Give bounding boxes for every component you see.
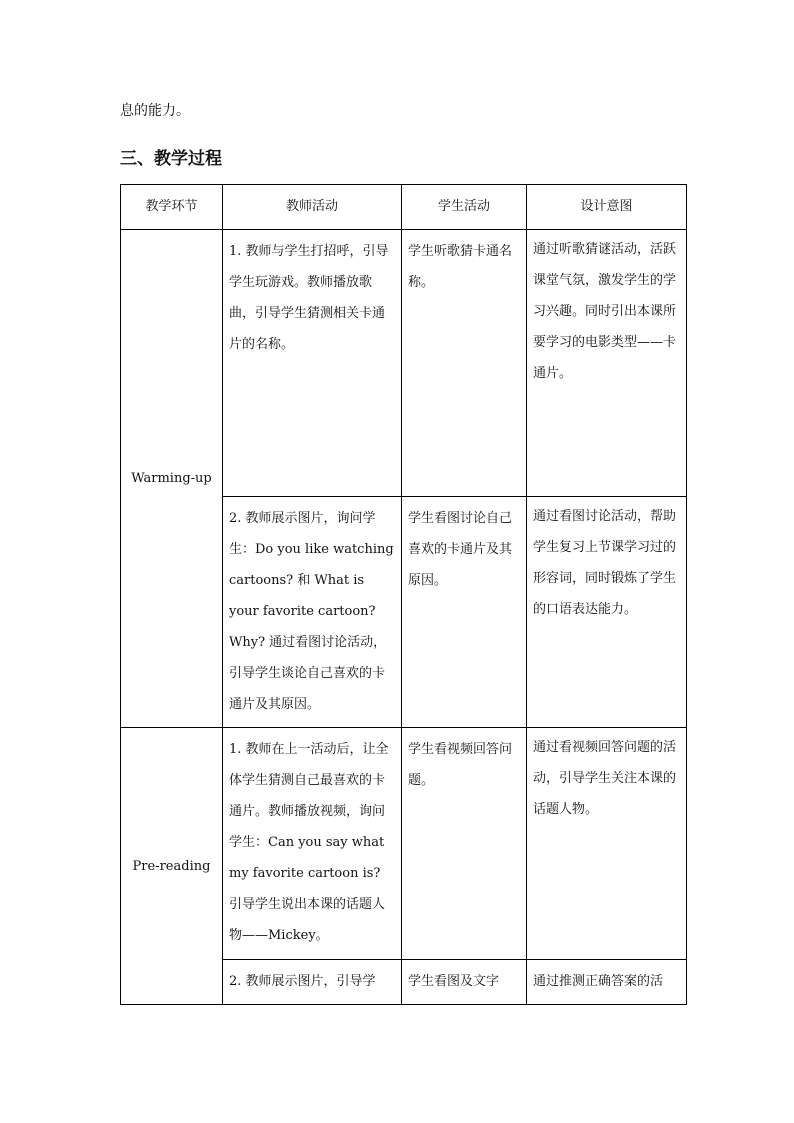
- teacher-activity: 1. 教师在上一活动后，让全体学生猜测自己最喜欢的卡通片。教师播放视频，询问学生：Can you say what my favorite cartoon is? 引导学生说出本课的话题人物——Mickey。: [223, 728, 402, 960]
- stage-pre-reading: Pre-reading: [121, 728, 223, 1005]
- student-activity: 学生听歌猜卡通名称。: [402, 230, 527, 497]
- design-intent: 通过推测正确答案的活: [527, 960, 687, 1005]
- teacher-activity: 2. 教师展示图片，引导学: [223, 960, 402, 1005]
- teacher-activity: 1. 教师与学生打招呼，引导学生玩游戏。教师播放歌曲，引导学生猜测相关卡通片的名称。: [223, 230, 402, 497]
- header-teacher-activity: 教师活动: [223, 185, 402, 230]
- stage-warming-up: Warming-up: [121, 230, 223, 728]
- header-student-activity: 学生活动: [402, 185, 527, 230]
- lesson-process-table: [120, 184, 687, 1005]
- header-design-intent: 设计意图: [527, 185, 687, 230]
- header-stage: 教学环节: [121, 185, 223, 230]
- table-header-row: [121, 185, 687, 230]
- continuation-text: 息的能力。: [120, 103, 190, 119]
- table-row: [121, 230, 687, 497]
- section-title: 三、教学过程: [120, 149, 222, 169]
- table-row: [121, 728, 687, 960]
- design-intent: 通过看图讨论活动，帮助学生复习上节课学习过的形容词，同时锻炼了学生的口语表达能力。: [527, 497, 687, 728]
- design-intent: 通过看视频回答问题的活动，引导学生关注本课的话题人物。: [527, 728, 687, 960]
- design-intent: 通过听歌猜谜活动，活跃课堂气氛，激发学生的学习兴趣。同时引出本课所要学习的电影类型——卡通片。: [527, 230, 687, 497]
- student-activity: 学生看图讨论自己喜欢的卡通片及其原因。: [402, 497, 527, 728]
- teacher-activity: 2. 教师展示图片，询问学生：Do you like watching cartoons? 和 What is your favorite cartoon? Why? 通过看图讨论活动，引导学生谈论自己喜欢的卡通片及其原因。: [223, 497, 402, 728]
- student-activity: 学生看视频回答问题。: [402, 728, 527, 960]
- student-activity: 学生看图及文字: [402, 960, 527, 1005]
